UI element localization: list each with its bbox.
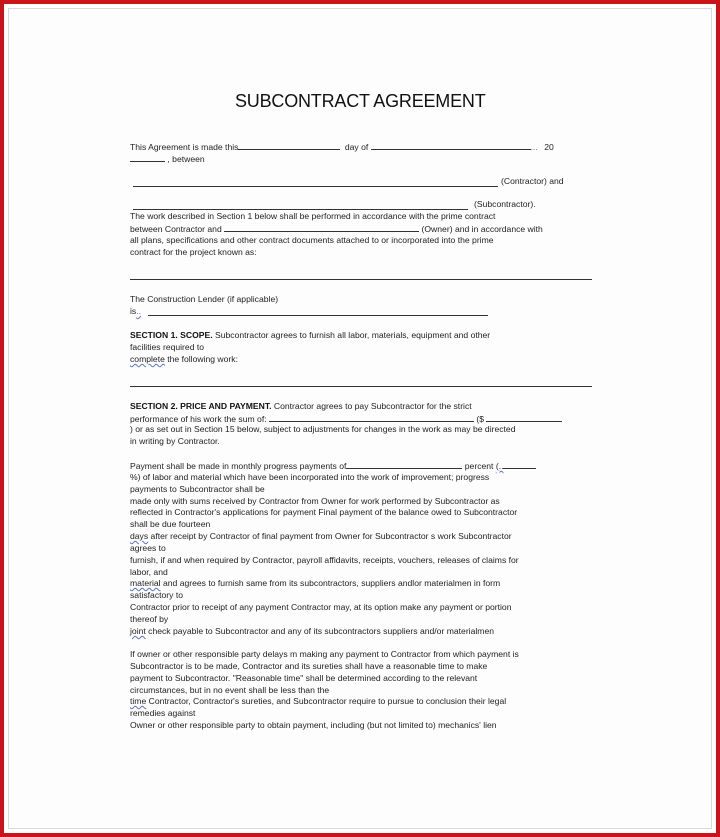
section2-line-1	[130, 401, 472, 411]
section2-line-4: in writing by Contractor.	[130, 436, 220, 446]
payment-line-3: payments to Subcontractor shall be	[130, 484, 265, 494]
lender-line	[148, 315, 488, 316]
payment-text-11b: and agrees to furnish same from its subcontractors, suppliers andlor materialmen in form	[160, 578, 501, 588]
section2-line-3: ) or as set out in Section 15 below, subject to adjustments for changes in the work as may be directed	[130, 424, 516, 434]
section1-following-work: the following work:	[164, 354, 238, 364]
percent-number-blank	[503, 460, 536, 469]
contractor-line	[133, 186, 498, 187]
intro-day-of: day of	[344, 142, 369, 152]
intro-line-1	[130, 141, 554, 152]
intro-dots: ...	[530, 142, 538, 152]
sum-amount-blank	[486, 413, 562, 422]
section1-complete: complete	[130, 354, 165, 364]
lender-line-1: The Construction Lender (if applicable)	[130, 294, 279, 304]
work-line-4: contract for the project known as:	[130, 247, 257, 257]
lender-is: is	[130, 306, 137, 316]
work-owner-label: (Owner) and in accordance with	[421, 224, 543, 234]
payment-line-13: Contractor prior to receipt of any payment Contractor may, at its option make any payment or portion	[130, 602, 512, 612]
section2-dollar: ($	[476, 414, 485, 424]
subcontractor-line	[133, 209, 468, 210]
payment-percent: percent	[464, 461, 494, 471]
year-blank	[130, 153, 165, 162]
section2-sum-of: performance of his work the sum of:	[130, 414, 267, 424]
work-line-2	[130, 223, 543, 234]
percent-words-blank	[346, 460, 462, 469]
intro-made-this: This Agreement is made this	[130, 142, 239, 152]
delay-line-1: If owner or other responsible party delays m making any payment to Contractor from which payment is	[130, 649, 519, 659]
lender-dots: ..	[136, 306, 141, 316]
payment-joint: joint	[130, 626, 146, 636]
intro-between: , between	[167, 154, 205, 164]
payment-line-2: %) of labor and material which have been incorporated into the work of improvement; progress	[130, 472, 490, 482]
section1-line-2: facilities required to	[130, 342, 205, 352]
sum-words-blank	[269, 413, 474, 422]
subcontractor-label: (Subcontractor).	[474, 199, 536, 209]
payment-days: days	[130, 531, 149, 541]
delay-line-2: Subcontractor is to be made, Contractor and its sureties shall have a reasonable time to make	[130, 661, 488, 671]
payment-paren: (..	[495, 461, 504, 471]
payment-text-1a: Payment shall be made in monthly progress payments of	[130, 461, 347, 471]
owner-blank	[224, 223, 419, 232]
payment-line-4: made only with sums received by Contractor from Owner for work performed by Subcontractor as	[130, 496, 500, 506]
document-title: SUBCONTRACT AGREEMENT	[235, 91, 486, 111]
intro-line-2	[130, 153, 205, 164]
lender-line-2	[130, 306, 141, 316]
intro-year-prefix: 20	[544, 142, 554, 152]
work-line-3: all plans, specifications and other contract documents attached to or incorporated into the prime	[130, 235, 494, 245]
work-between-contractor: between Contractor and	[130, 224, 222, 234]
payment-line-6: shall be due fourteen	[130, 519, 211, 529]
payment-line-1	[130, 460, 536, 471]
section1-line-3	[130, 354, 238, 364]
payment-line-15	[130, 626, 494, 636]
delay-time: time	[130, 696, 147, 706]
payment-text-7b: after receipt by Contractor of final payment from Owner for Subcontractor s work Subcontractor	[148, 531, 512, 541]
section2-text-1: Contractor agrees to pay Subcontractor for the strict	[271, 401, 472, 411]
delay-text-5b: Contractor, Contractor's sureties, and Subcontractor require to pursue to conclusion their legal	[146, 696, 507, 706]
payment-line-14: thereof by	[130, 614, 169, 624]
project-line	[130, 279, 592, 280]
delay-line-7: Owner or other responsible party to obtain payment, including (but not limited to) mechanics' lien	[130, 720, 497, 730]
section1-line-1	[130, 330, 490, 340]
month-blank	[371, 141, 531, 150]
date-blank	[238, 141, 340, 150]
delay-line-6: remedies against	[130, 708, 196, 718]
payment-text-15b: check payable to Subcontractor and any of its subcontractors suppliers and/or materialmen	[145, 626, 494, 636]
work-line-1: The work described in Section 1 below shall be performed in accordance with the prime contract	[130, 211, 496, 221]
scope-work-line	[130, 386, 592, 387]
payment-line-10: labor, and	[130, 567, 168, 577]
payment-line-8: agrees to	[130, 543, 166, 553]
payment-line-9: furnish, if and when required by Contractor, payroll affidavits, receipts, vouchers, releases of claims for	[130, 555, 519, 565]
section1-text-1: Subcontractor agrees to furnish all labor, materials, equipment and other	[212, 330, 491, 340]
delay-line-3: payment to Subcontractor. "Reasonable time" shall be determined according to the relevant	[130, 673, 478, 683]
payment-material: material	[130, 578, 161, 588]
section2-line-2	[130, 413, 562, 424]
section2-heading: SECTION 2. PRICE AND PAYMENT.	[130, 401, 272, 411]
section1-heading: SECTION 1. SCOPE.	[130, 330, 213, 340]
delay-line-4: circumstances, but in no event shall be less than the	[130, 685, 330, 695]
payment-line-11	[130, 578, 500, 588]
delay-line-5	[130, 696, 506, 706]
payment-line-12: satisfactory to	[130, 590, 184, 600]
payment-line-7	[130, 531, 512, 541]
contractor-label: (Contractor) and	[501, 176, 564, 186]
payment-line-5: reflected in Contractor's applications for payment Final payment of the balance owed to Subcontractor	[130, 507, 518, 517]
